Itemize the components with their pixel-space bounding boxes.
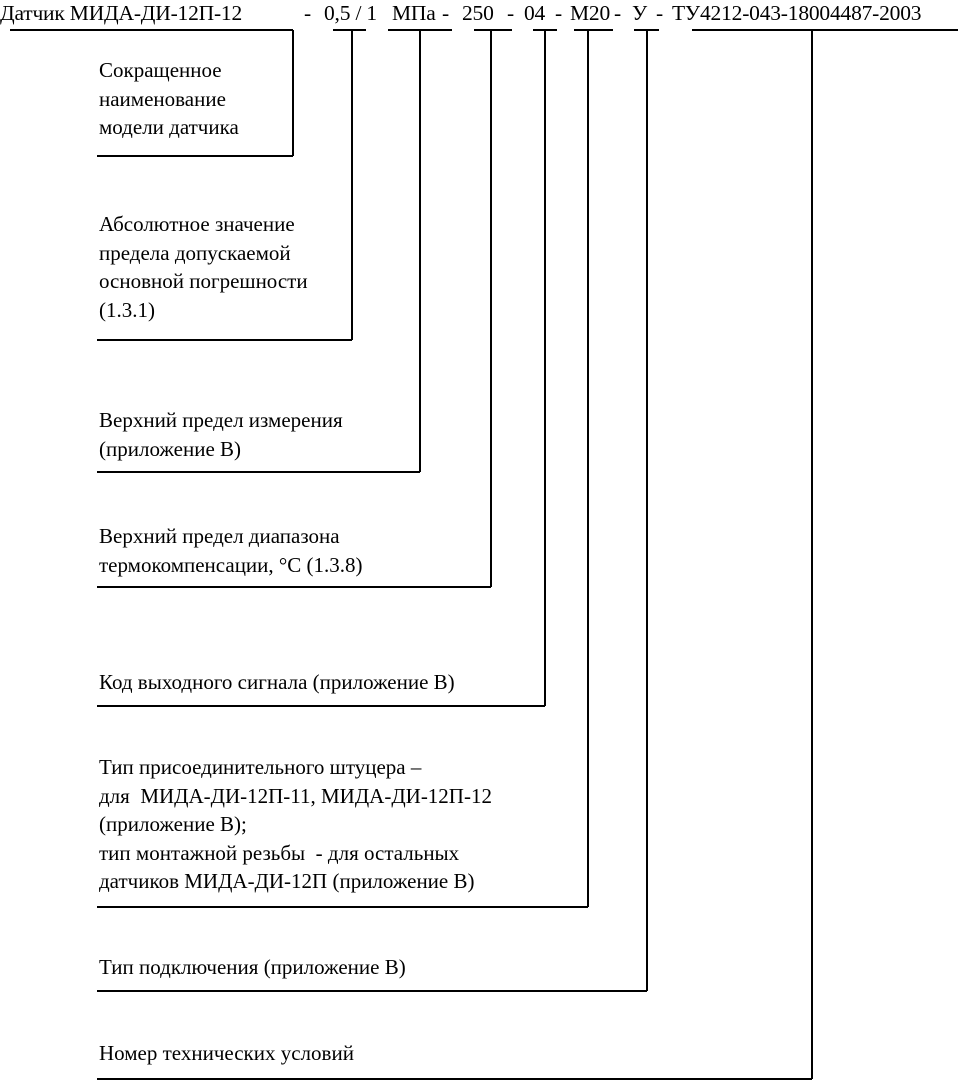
callout-line: (1.3.1) [99,297,155,322]
callout-line: Код выходного сигнала (приложение В) [99,670,455,694]
callout-connection-type [99,953,406,982]
callout-line: модели датчика [99,115,239,139]
designation-tu-prefix: ТУ [672,1,700,25]
callout-error-limit [99,210,308,324]
designation-dash: - [555,1,562,25]
designation-dash: - [507,1,514,25]
callout-line: Верхний предел диапазона [99,524,340,548]
callout-line: тип монтажной резьбы - для остальных [99,840,460,865]
callout-line: наименование [99,86,226,111]
callout-line: (приложение В) [99,436,242,461]
designation-accuracy: 0,5 / 1 [324,1,377,25]
callout-line: (приложение В); [99,812,247,836]
designation-model: Датчик МИДА-ДИ-12П-12 [0,1,243,25]
designation-tu-number: 4212-043-18004487-2003 [700,1,922,25]
callout-line: для МИДА-ДИ-12П-11, МИДА-ДИ-12П-12 [99,783,492,808]
designation-dash: - [614,1,621,25]
callout-line: датчиков МИДА-ДИ-12П (приложение В) [99,869,475,893]
callout-line: термокомпенсации, °С (1.3.8) [99,552,363,577]
designation-output: 04 [524,1,546,25]
callout-upper-limit [99,406,343,463]
callout-line: основной погрешности [99,269,308,293]
callout-tech-conditions [99,1039,354,1068]
designation-dash: - [442,1,449,25]
callout-line: Сокращенное [99,58,222,82]
callout-fitting-type [99,753,492,896]
callout-line: Тип подключения (приложение В) [99,955,406,979]
callout-model-name [99,56,239,142]
designation-unit: МПа [392,1,436,25]
callout-line: Верхний предел измерения [99,408,343,432]
designation-dash: - [656,1,663,25]
callout-line: Абсолютное значение [99,212,295,236]
callout-thermo-range [99,522,363,579]
callout-line: предела допускаемой [99,240,291,265]
callout-line: Номер технических условий [99,1041,354,1065]
callout-output-code [99,668,455,697]
callout-line: Тип присоединительного штуцера – [99,755,422,779]
designation-fitting: М20 [570,1,611,25]
designation-thermo: 250 [462,1,494,25]
designation-connection: У [632,1,648,25]
designation-dash: - [304,1,311,25]
